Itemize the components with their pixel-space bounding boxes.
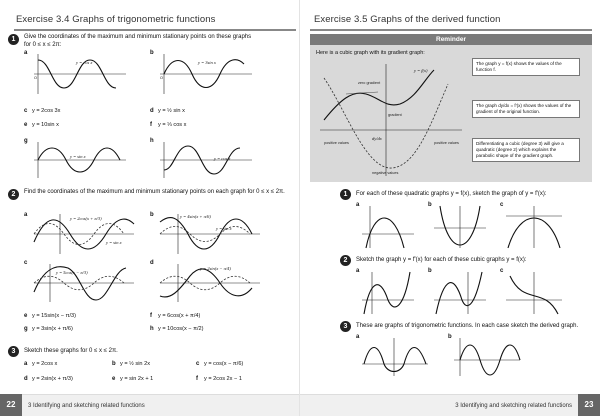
question-number-1: 1: [8, 34, 19, 45]
right-page: [300, 0, 600, 416]
part-label-c: c: [24, 260, 28, 266]
question-1-text: For each of these quadratic graphs y = f(x), sketch the graph of y = f′(x):: [356, 191, 547, 197]
sin-graph: [154, 52, 254, 96]
graph-label: y = sin x: [106, 240, 122, 245]
graph-label: y = 2sin(x − π/4): [200, 266, 231, 271]
question-number-2: 2: [340, 255, 351, 266]
graph-2c: [30, 262, 135, 304]
equation-d: y = ½ sin x: [158, 108, 185, 114]
part-label-d: d: [24, 376, 28, 382]
cos-graph: [28, 52, 128, 96]
exercise-title: Exercise 3.5 Graphs of the derived function: [314, 14, 501, 25]
graph-label: y = sin x: [70, 154, 86, 159]
question-1-text: Give the coordinates of the maximum and minimum stationary points on these graphs for 0 ≤ x ≤ 2π:: [24, 34, 252, 48]
graph-label: zero gradient: [358, 81, 381, 85]
part-label-a: a: [356, 268, 360, 274]
graph-label: positive values: [434, 141, 459, 145]
trig-graph-b: [452, 336, 522, 378]
question-2-text: Sketch the graph y = f′(x) for each of these cubic graphs y = f(x):: [356, 257, 527, 263]
graph-label: y = cos x: [76, 60, 93, 65]
title-rule: [310, 29, 592, 31]
cubic-gradient-graph: [316, 60, 466, 178]
part-label-a: a: [356, 202, 360, 208]
graph-label: positive values: [324, 141, 349, 145]
part-label-b: b: [112, 361, 116, 367]
question-number-3: 3: [340, 321, 351, 332]
graph-label: gradient: [388, 113, 402, 117]
question-3-text: These are graphs of trigonometric functions. In each case sketch the derived graph.: [356, 323, 579, 329]
equation-a: y = 2cos x: [32, 361, 58, 367]
part-label-b: b: [428, 202, 432, 208]
part-label-f: f: [196, 376, 198, 382]
trig-graph-a: [360, 336, 430, 378]
part-label-a: a: [24, 50, 28, 56]
part-label-b: b: [150, 50, 154, 56]
title-rule: [14, 29, 296, 31]
part-label-e: e: [112, 376, 116, 382]
part-label-f: f: [150, 122, 152, 128]
cubic-graph-c: [504, 270, 564, 316]
part-label-b: b: [428, 268, 432, 274]
part-label-a: a: [24, 361, 28, 367]
equation-f: y = ⅓ cos x: [158, 122, 187, 128]
graph-label: dy/dx: [372, 136, 382, 141]
equation-g: y = 3sin(x + π/6): [32, 326, 73, 332]
equation-c: y = 2cos 3x: [32, 108, 61, 114]
part-label-b: b: [448, 334, 452, 340]
quadratic-graph-b: [432, 204, 488, 250]
equation-f: y = 6cos(x + π/4): [158, 313, 201, 319]
question-number-1: 1: [340, 189, 351, 200]
equation-e: y = 15sin(x − π/3): [32, 313, 76, 319]
graph-label: y = cos x: [214, 156, 231, 161]
question-3-text: Sketch these graphs for 0 ≤ x ≤ 2π.: [24, 348, 118, 354]
graph-label: y = 5cos(x − π/3): [56, 270, 88, 275]
part-label-g: g: [24, 326, 28, 332]
callout-gradient: The graph dy/dx = f′(x) shows the values of the gradient of the original function.: [472, 100, 580, 118]
reminder-intro: Here is a cubic graph with its gradient graph:: [316, 50, 425, 56]
svg-text:O: O: [160, 76, 163, 80]
exercise-title: Exercise 3.4 Graphs of trigonometric functions: [16, 14, 216, 25]
part-label-h: h: [150, 326, 154, 332]
graph-2b: [156, 212, 261, 256]
part-label-a: a: [356, 334, 360, 340]
equation-c: y = cos(x − π/6): [204, 361, 244, 367]
part-label-f: f: [150, 313, 152, 319]
quadratic-graph-c: [504, 204, 564, 250]
question-number-2: 2: [8, 189, 19, 200]
equation-d: y = 2sin(x + π/3): [32, 376, 73, 382]
graph-label: y = 3sin x: [198, 60, 216, 65]
part-label-g: g: [24, 138, 28, 144]
equation-b: y = ½ sin 2x: [120, 361, 151, 367]
part-label-e: e: [24, 122, 28, 128]
reminder-box: [310, 34, 592, 182]
part-label-c: c: [196, 361, 200, 367]
sin-graph-g: [28, 140, 128, 180]
graph-label: y = 2cos(x + π/3): [70, 216, 102, 221]
part-label-c: c: [24, 108, 28, 114]
graph-label: negative values: [372, 171, 399, 175]
part-label-e: e: [24, 313, 28, 319]
part-label-d: d: [150, 108, 154, 114]
cubic-graph-b: [432, 270, 488, 316]
page-number: 23: [578, 394, 600, 416]
question-2-text: Find the coordinates of the maximum and minimum stationary points on each graph for 0 ≤ x ≤ 2π.: [24, 189, 285, 195]
part-label-h: h: [150, 138, 154, 144]
part-label-c: c: [500, 268, 504, 274]
chapter-footer-text: 3 Identifying and sketching related functions: [455, 403, 572, 409]
chapter-footer-text: 3 Identifying and sketching related functions: [28, 403, 145, 409]
equation-e: y = sin 2x + 1: [120, 376, 154, 382]
equation-e: y = 10sin x: [32, 122, 59, 128]
graph-label: y = sin x: [216, 226, 232, 231]
reminder-heading: Reminder: [310, 34, 592, 45]
part-label-c: c: [500, 202, 504, 208]
graph-label: y = f(x): [414, 68, 428, 73]
part-label-d: d: [150, 260, 154, 266]
callout-function: The graph y = f(x) shows the values of the function f.: [472, 58, 580, 76]
part-label-b: b: [150, 212, 154, 218]
graph-2d: [156, 262, 261, 304]
equation-f: y = 2cos 2x − 1: [204, 376, 242, 382]
svg-text:O: O: [34, 76, 37, 80]
cos-graph-h: [154, 140, 254, 180]
callout-differentiating: Differentiating a cubic (degree 3) will give a quadratic (degree 2) which explains the parabolic shape of the gradient graph.: [472, 138, 580, 162]
equation-h: y = 10cos(x − π/2): [158, 326, 204, 332]
page-number: 22: [0, 394, 22, 416]
cubic-graph-a: [360, 270, 416, 316]
part-label-a: a: [24, 212, 28, 218]
graph-label: y = 4sin(x + π/6): [180, 214, 211, 219]
graph-2a: [30, 212, 135, 256]
question-number-3: 3: [8, 346, 19, 357]
quadratic-graph-a: [360, 204, 416, 250]
